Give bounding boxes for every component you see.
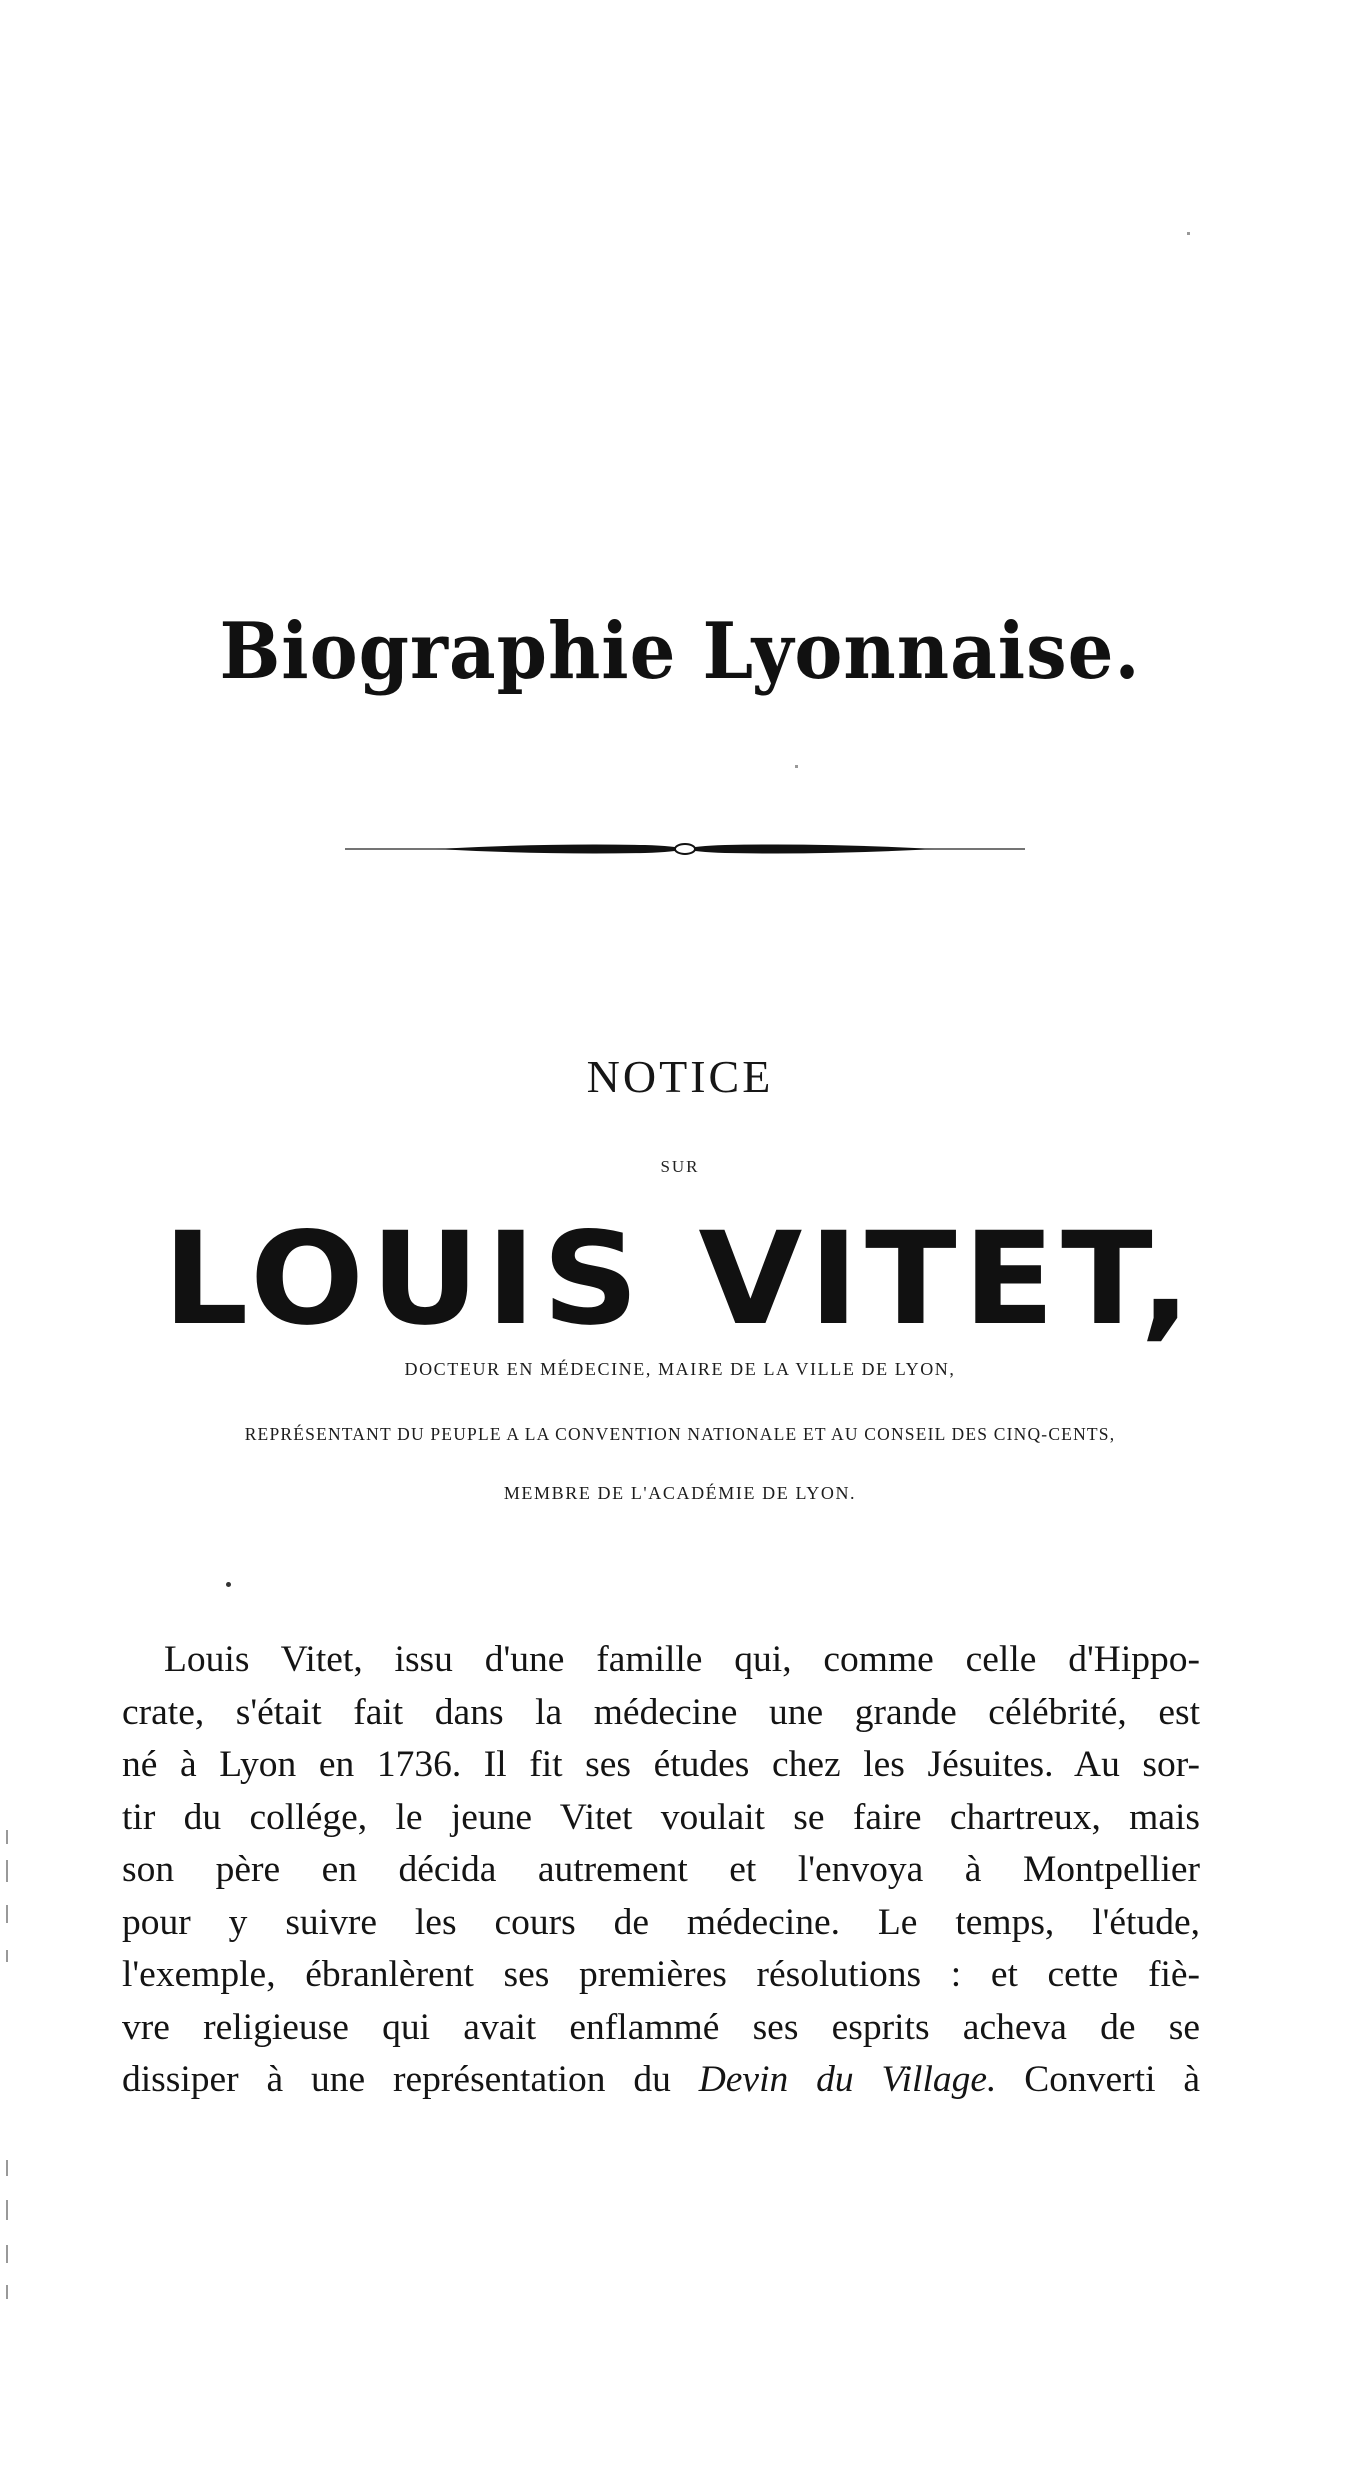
body-paragraph: [122, 1634, 1200, 2107]
italic-title: Devin du Village.: [698, 2059, 997, 2100]
subject-name: LOUIS VITET,: [162, 1205, 1198, 1354]
subtitle-line: MEMBRE DE L'ACADÉMIE DE LYON.: [503, 1483, 857, 1503]
margin-speck: [6, 1950, 8, 1962]
page-speck: [1187, 232, 1190, 235]
subtitle-line: REPRÉSENTANT DU PEUPLE A LA CONVENTION NATIONALE ET AU CONSEIL DES CINQ-CENTS,: [244, 1424, 1116, 1444]
body-line: Louis Vitet, issu d'une famille qui, comme celle d'Hippo-: [164, 1639, 1200, 1680]
margin-speck: [6, 1860, 8, 1882]
body-line: pour y suivre les cours de médecine. Le temps, l'étude,: [122, 1901, 1200, 1943]
sur-label: SUR: [660, 1157, 700, 1176]
body-line: l'exemple, ébranlèrent ses premières résolutions : et cette fiè-: [122, 1954, 1200, 1995]
body-line: vre religieuse qui avait enflammé ses esprits acheva de se: [122, 2006, 1200, 2048]
margin-speck: [6, 1830, 8, 1844]
notice-label: NOTICE: [586, 1051, 774, 1102]
margin-marks: [6, 1830, 12, 2330]
stray-mark: [226, 1582, 231, 1587]
margin-speck: [6, 1905, 8, 1923]
body-text-segment: dissiper à une représentation du: [122, 2059, 671, 2100]
ornamental-rule: [345, 836, 1025, 862]
page-speck: [795, 765, 798, 768]
margin-speck: [6, 2160, 8, 2176]
body-line: né à Lyon en 1736. Il fit ses études chez les Jésuites. Au sor-: [122, 1744, 1200, 1785]
margin-speck: [6, 2200, 8, 2220]
body-line: son père en décida autrement et l'envoya à Montpellier: [122, 1849, 1200, 1890]
body-line: crate, s'était fait dans la médecine une grande célébrité, est: [122, 1691, 1200, 1733]
series-heading: Biographie Lyonnaise.: [219, 604, 1141, 697]
margin-speck: [6, 2285, 8, 2299]
body-line: [122, 2054, 1200, 2107]
margin-speck: [6, 2245, 8, 2263]
body-text-segment: Converti à: [1024, 2059, 1201, 2100]
subtitle-line: DOCTEUR EN MÉDECINE, MAIRE DE LA VILLE DE LYON,: [404, 1359, 956, 1379]
body-line: tir du collége, le jeune Vitet voulait se faire chartreux, mais: [122, 1796, 1200, 1838]
